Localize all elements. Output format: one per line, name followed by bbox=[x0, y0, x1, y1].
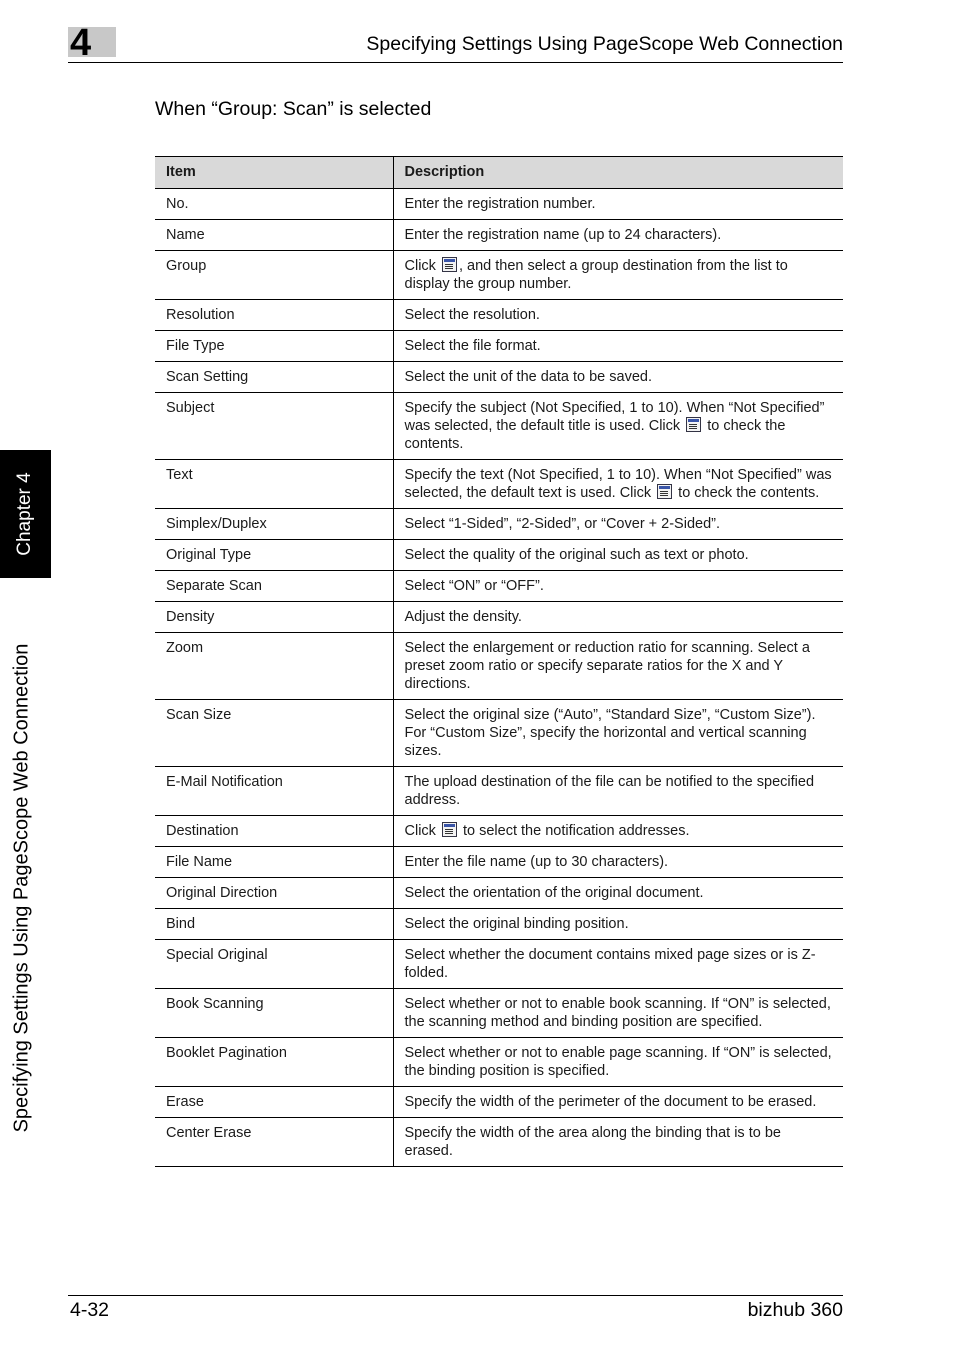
description-text: Adjust the density. bbox=[404, 609, 522, 625]
table-row bbox=[155, 362, 843, 393]
row-description bbox=[393, 331, 843, 362]
description-text: to check the contents. bbox=[674, 485, 820, 501]
table-body bbox=[155, 189, 843, 1167]
table-row bbox=[155, 220, 843, 251]
description-text: to select the notification addresses. bbox=[458, 823, 690, 839]
row-description bbox=[393, 393, 843, 460]
row-description bbox=[393, 1118, 843, 1167]
description-text: Select the original size (“Auto”, “Standard Size”, “Custom Size”). bbox=[404, 707, 816, 723]
table-row bbox=[155, 1038, 843, 1087]
row-description bbox=[393, 1087, 843, 1118]
description-text: Click bbox=[404, 258, 440, 274]
row-item: Zoom bbox=[155, 633, 393, 700]
row-description bbox=[393, 940, 843, 989]
footer-rule bbox=[68, 1295, 843, 1296]
description-text: , and then select a group destination from the list to display the group number. bbox=[404, 258, 788, 292]
settings-table bbox=[155, 156, 843, 1167]
description-text: Specify the subject (Not Specified, 1 to 10). When “Not Specified” was selected, the default title is used. Click bbox=[404, 400, 825, 434]
page-number: 4-32 bbox=[70, 1299, 110, 1321]
table-row bbox=[155, 509, 843, 540]
description-text: Select “ON” or “OFF”. bbox=[404, 578, 544, 594]
header-title: Specifying Settings Using PageScope Web Connection bbox=[366, 33, 843, 55]
table-row bbox=[155, 816, 843, 847]
table-row bbox=[155, 189, 843, 220]
description-text: Select the unit of the data to be saved. bbox=[404, 369, 652, 385]
row-description bbox=[393, 300, 843, 331]
list-button-icon bbox=[442, 257, 457, 272]
description-text: For “Custom Size”, specify the horizontal and vertical scanning sizes. bbox=[404, 725, 807, 759]
row-item: Book Scanning bbox=[155, 989, 393, 1038]
row-item: Erase bbox=[155, 1087, 393, 1118]
description-text: Select the original binding position. bbox=[404, 916, 629, 932]
row-item: Center Erase bbox=[155, 1118, 393, 1167]
row-description bbox=[393, 847, 843, 878]
row-item: E-Mail Notification bbox=[155, 767, 393, 816]
table-row bbox=[155, 847, 843, 878]
chapter-number: 4 bbox=[70, 22, 92, 64]
description-text: Enter the registration name (up to 24 characters). bbox=[404, 227, 722, 243]
row-item: Original Type bbox=[155, 540, 393, 571]
row-item: Booklet Pagination bbox=[155, 1038, 393, 1087]
table-row bbox=[155, 540, 843, 571]
row-item: Scan Size bbox=[155, 700, 393, 767]
table-row bbox=[155, 767, 843, 816]
row-item: Scan Setting bbox=[155, 362, 393, 393]
description-text: Click bbox=[404, 823, 440, 839]
section-heading: When “Group: Scan” is selected bbox=[155, 98, 432, 120]
description-text: Enter the file name (up to 30 characters). bbox=[404, 854, 669, 870]
table-row bbox=[155, 300, 843, 331]
row-description bbox=[393, 540, 843, 571]
row-item: Original Direction bbox=[155, 878, 393, 909]
side-section-label: Specifying Settings Using PageScope Web Connection bbox=[10, 643, 33, 1133]
description-text: to check the contents. bbox=[404, 418, 786, 452]
row-description bbox=[393, 251, 843, 300]
table-row bbox=[155, 1087, 843, 1118]
list-button-icon bbox=[686, 417, 701, 432]
row-description bbox=[393, 878, 843, 909]
description-text: Specify the width of the area along the binding that is to be erased. bbox=[404, 1125, 781, 1159]
list-button-icon bbox=[442, 822, 457, 837]
description-text: Select whether or not to enable book scanning. If “ON” is selected, the scanning method and binding position are specified. bbox=[404, 996, 831, 1030]
column-header-item: Item bbox=[155, 157, 393, 189]
row-description bbox=[393, 989, 843, 1038]
description-text: Enter the registration number. bbox=[404, 196, 596, 212]
row-item: Name bbox=[155, 220, 393, 251]
row-item: No. bbox=[155, 189, 393, 220]
description-text: Select the resolution. bbox=[404, 307, 540, 323]
table-row bbox=[155, 1118, 843, 1167]
row-item: File Type bbox=[155, 331, 393, 362]
description-text: Select the enlargement or reduction ratio for scanning. Select a preset zoom ratio or specify separate ratios for the X and Y directions. bbox=[404, 640, 810, 692]
table-row bbox=[155, 989, 843, 1038]
table-row bbox=[155, 700, 843, 767]
row-item: Resolution bbox=[155, 300, 393, 331]
description-text: Specify the width of the perimeter of the document to be erased. bbox=[404, 1094, 817, 1110]
table-row bbox=[155, 909, 843, 940]
column-header-description: Description bbox=[393, 157, 843, 189]
row-item: Special Original bbox=[155, 940, 393, 989]
list-button-icon bbox=[657, 484, 672, 499]
description-text: Select whether or not to enable page scanning. If “ON” is selected, the binding position is specified. bbox=[404, 1045, 832, 1079]
row-item: Separate Scan bbox=[155, 571, 393, 602]
table-row bbox=[155, 878, 843, 909]
row-description bbox=[393, 909, 843, 940]
table-row bbox=[155, 331, 843, 362]
row-item: File Name bbox=[155, 847, 393, 878]
row-item: Destination bbox=[155, 816, 393, 847]
table-row bbox=[155, 251, 843, 300]
row-description bbox=[393, 816, 843, 847]
description-text: Select the quality of the original such as text or photo. bbox=[404, 547, 749, 563]
description-text: Select the orientation of the original document. bbox=[404, 885, 704, 901]
chapter-side-tab-label: Chapter 4 bbox=[14, 472, 35, 556]
table-header-row bbox=[155, 157, 843, 189]
table-row bbox=[155, 633, 843, 700]
row-item: Subject bbox=[155, 393, 393, 460]
row-description bbox=[393, 700, 843, 767]
row-item: Text bbox=[155, 460, 393, 509]
table-row bbox=[155, 602, 843, 633]
product-name: bizhub 360 bbox=[747, 1299, 843, 1321]
table-row bbox=[155, 460, 843, 509]
row-description bbox=[393, 767, 843, 816]
description-text: The upload destination of the file can be notified to the specified address. bbox=[404, 774, 815, 808]
row-description bbox=[393, 633, 843, 700]
row-description bbox=[393, 460, 843, 509]
description-text: Select whether the document contains mixed page sizes or is Z-folded. bbox=[404, 947, 816, 981]
description-text: Select “1-Sided”, “2-Sided”, or “Cover + 2-Sided”. bbox=[404, 516, 721, 532]
row-description bbox=[393, 509, 843, 540]
row-description bbox=[393, 602, 843, 633]
row-item: Simplex/Duplex bbox=[155, 509, 393, 540]
row-description bbox=[393, 1038, 843, 1087]
row-description bbox=[393, 362, 843, 393]
row-description bbox=[393, 189, 843, 220]
table-row bbox=[155, 940, 843, 989]
row-item: Bind bbox=[155, 909, 393, 940]
row-description bbox=[393, 571, 843, 602]
row-item: Group bbox=[155, 251, 393, 300]
row-description bbox=[393, 220, 843, 251]
table-row bbox=[155, 571, 843, 602]
header-rule bbox=[68, 62, 843, 63]
description-text: Select the file format. bbox=[404, 338, 541, 354]
row-item: Density bbox=[155, 602, 393, 633]
table-row bbox=[155, 393, 843, 460]
description-text: Specify the text (Not Specified, 1 to 10). When “Not Specified” was selected, the default text is used. Click bbox=[404, 467, 832, 501]
